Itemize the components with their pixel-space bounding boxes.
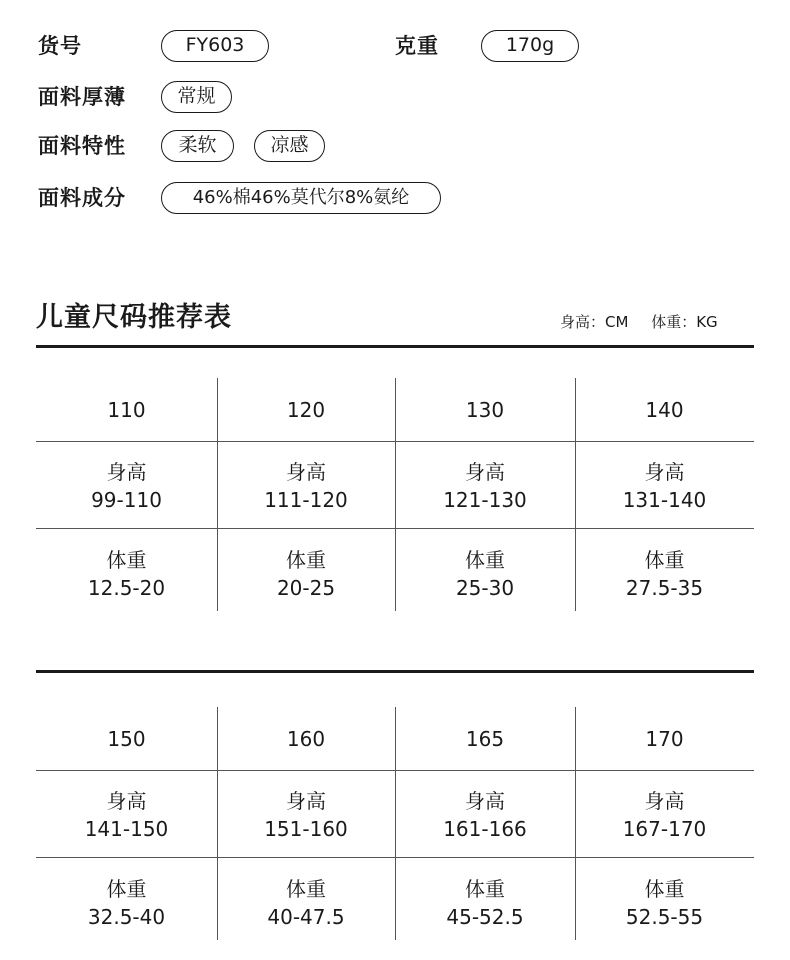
- weight-range: 45-52.5: [446, 905, 524, 929]
- height-label: 身高: [286, 460, 326, 484]
- weight-range: 52.5-55: [625, 905, 704, 929]
- feature-tag-cool: 凉感: [254, 130, 325, 162]
- height-range: 131-140: [622, 488, 707, 512]
- height-label: 身高: [106, 460, 147, 484]
- weight-cell: [395, 546, 575, 602]
- height-label: 身高: [286, 789, 326, 813]
- units-note: [560, 312, 718, 332]
- height-range: 111-120: [264, 488, 348, 512]
- height-cell: [575, 787, 754, 843]
- size-cell: [36, 398, 217, 422]
- weight-label: 克重: [395, 34, 439, 58]
- weight-label: 体重: [465, 877, 505, 901]
- height-label: 身高: [644, 460, 685, 484]
- weight-label: 体重: [106, 548, 147, 572]
- height-cell: [36, 458, 217, 514]
- height-label: 身高: [644, 789, 685, 813]
- size-cell: [575, 727, 754, 751]
- weight-range: 20-25: [276, 576, 336, 600]
- size-value: 160: [286, 727, 326, 751]
- unit-weight: 体重：KG: [651, 313, 718, 331]
- height-cell: [36, 787, 217, 843]
- size-cell: [395, 398, 575, 422]
- weight-cell: [217, 546, 395, 602]
- unit-height: 身高：CM: [560, 313, 629, 331]
- weight-cell: [36, 875, 217, 931]
- size-chart-title: 儿童尺码推荐表: [36, 302, 232, 333]
- thickness-label: 面料厚薄: [38, 85, 126, 109]
- weight-label: 体重: [106, 877, 147, 901]
- weight-value: 170g: [481, 30, 579, 62]
- height-range: 167-170: [622, 817, 707, 841]
- size-value: 120: [286, 398, 326, 422]
- weight-range: 25-30: [455, 576, 515, 600]
- item-no-label: 货号: [38, 34, 82, 58]
- composition-value: 46%棉46%莫代尔8%氨纶: [161, 182, 441, 214]
- section-rule-top: [36, 345, 754, 348]
- size-value: 140: [645, 398, 684, 422]
- height-label: 身高: [465, 460, 505, 484]
- size-value: 170: [645, 727, 684, 751]
- weight-cell: [217, 875, 395, 931]
- weight-cell: [36, 546, 217, 602]
- size-cell: [395, 727, 575, 751]
- weight-range: 12.5-20: [87, 576, 166, 600]
- weight-cell: [575, 546, 754, 602]
- size-value: 130: [465, 398, 505, 422]
- height-cell: [217, 458, 395, 514]
- size-value: 110: [107, 398, 146, 422]
- size-value: 165: [465, 727, 505, 751]
- thickness-value: 常规: [161, 81, 232, 113]
- weight-label: 体重: [644, 877, 685, 901]
- size-cell: [217, 727, 395, 751]
- size-value: 150: [107, 727, 146, 751]
- features-label: 面料特性: [38, 134, 126, 158]
- height-label: 身高: [465, 789, 505, 813]
- size-cell: [217, 398, 395, 422]
- feature-tag-soft: 柔软: [161, 130, 234, 162]
- size-table-2: [36, 707, 754, 940]
- weight-label: 体重: [286, 548, 326, 572]
- weight-label: 体重: [465, 548, 505, 572]
- size-table-1: [36, 378, 754, 611]
- height-range: 141-150: [84, 817, 169, 841]
- weight-label: 体重: [286, 877, 326, 901]
- weight-cell: [575, 875, 754, 931]
- height-range: 121-130: [443, 488, 527, 512]
- weight-range: 32.5-40: [87, 905, 166, 929]
- size-cell: [575, 398, 754, 422]
- section-rule-middle: [36, 670, 754, 673]
- weight-cell: [395, 875, 575, 931]
- height-range: 151-160: [264, 817, 348, 841]
- weight-label: 体重: [644, 548, 685, 572]
- weight-range: 27.5-35: [625, 576, 704, 600]
- weight-range: 40-47.5: [267, 905, 345, 929]
- height-cell: [575, 458, 754, 514]
- item-no-value: FY603: [161, 30, 269, 62]
- size-cell: [36, 727, 217, 751]
- height-label: 身高: [106, 789, 147, 813]
- composition-label: 面料成分: [38, 186, 126, 210]
- height-range: 161-166: [443, 817, 527, 841]
- height-range: 99-110: [91, 488, 162, 512]
- height-cell: [395, 458, 575, 514]
- height-cell: [395, 787, 575, 843]
- height-cell: [217, 787, 395, 843]
